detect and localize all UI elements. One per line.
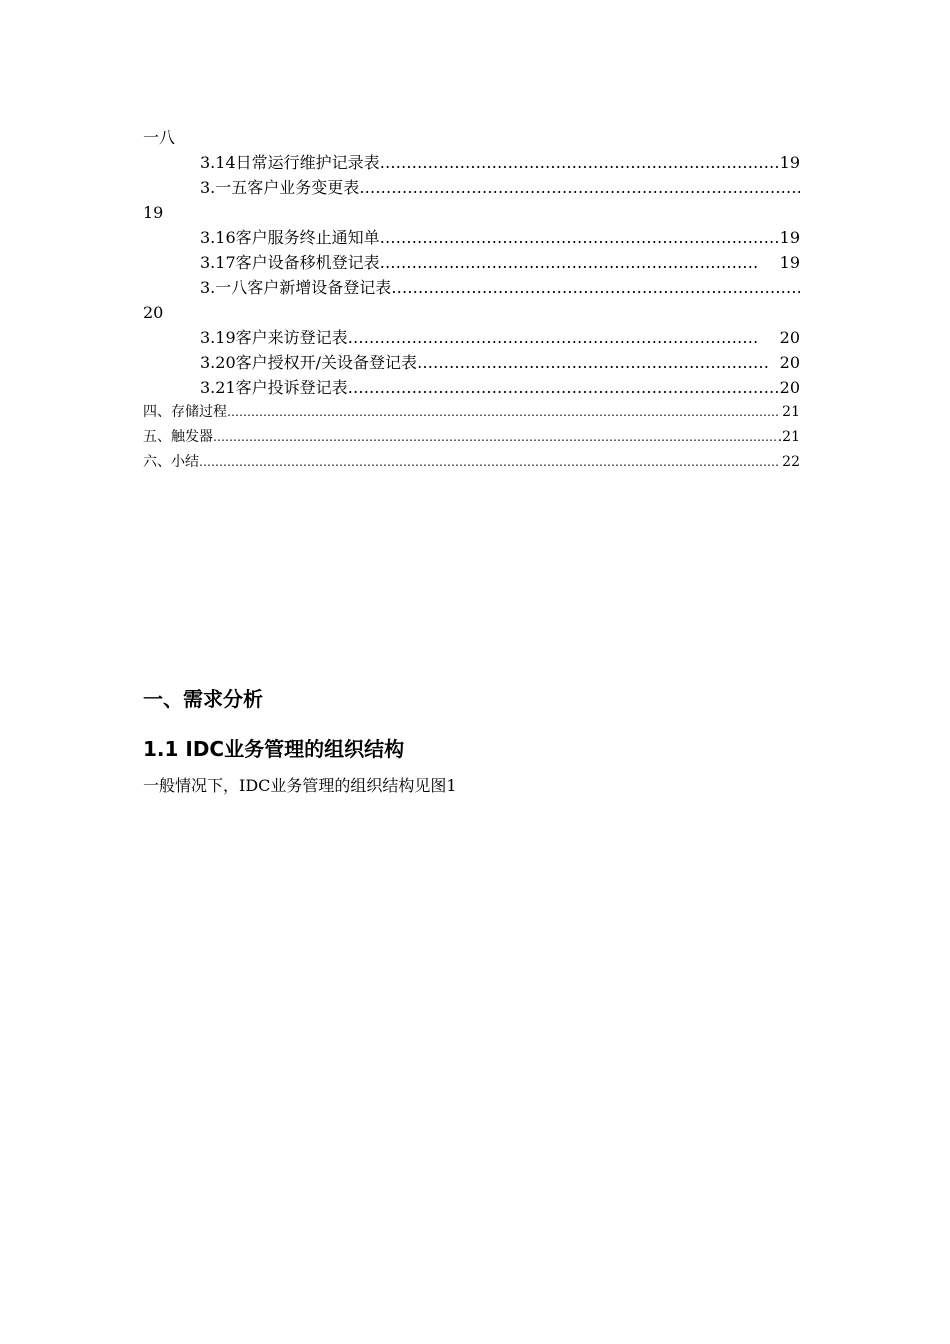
toc-entry-label: 3.21客户投诉登记表 xyxy=(200,378,348,397)
toc-entry[interactable] xyxy=(200,278,800,298)
toc-entry[interactable] xyxy=(200,253,800,273)
toc-entry-label: 3.一八客户新增设备登记表 xyxy=(200,278,392,297)
body-paragraph: 一般情况下，IDC业务管理的组织结构见图1 xyxy=(143,776,457,795)
toc-entry-label: 3.16客户服务终止通知单 xyxy=(200,228,380,247)
toc-wrapped-page: 19 xyxy=(143,203,164,222)
toc-carry-line: 一八 xyxy=(143,128,176,147)
toc-entry[interactable] xyxy=(200,153,800,173)
toc-entry-page: 19 xyxy=(779,153,800,172)
toc-leader xyxy=(348,378,778,398)
toc-leader xyxy=(199,452,778,472)
toc-leader xyxy=(213,427,778,447)
toc-entry-page: 19 xyxy=(779,253,800,272)
toc-section[interactable] xyxy=(143,402,800,422)
toc-section-label: 四、存储过程 xyxy=(143,404,227,420)
toc-leader xyxy=(380,153,778,173)
toc-entry-label: 3.一五客户业务变更表 xyxy=(200,178,360,197)
toc-entry[interactable] xyxy=(200,328,800,348)
toc-entry-label: 3.20客户授权开/关设备登记表 xyxy=(200,353,418,372)
toc-leader xyxy=(380,228,778,248)
toc-entry-page: 20 xyxy=(779,378,800,397)
toc-section-label: 六、小结 xyxy=(143,454,199,470)
toc-wrapped-page: 20 xyxy=(143,303,164,322)
toc-leader xyxy=(227,402,778,422)
toc-entry[interactable] xyxy=(200,178,800,198)
toc-entry-page: 20 xyxy=(779,328,800,347)
toc-section[interactable] xyxy=(143,427,800,447)
toc-leader xyxy=(380,253,760,273)
toc-leader xyxy=(391,278,800,298)
toc-entry-label: 3.14日常运行维护记录表 xyxy=(200,153,380,172)
toc-leader xyxy=(417,353,770,373)
toc-entry-label: 3.19客户来访登记表 xyxy=(200,328,348,347)
section-heading: 一、需求分析 xyxy=(143,687,263,711)
toc-entry-label: 3.17客户设备移机登记表 xyxy=(200,253,380,272)
subsection-heading: 1.1 IDC业务管理的组织结构 xyxy=(143,737,405,761)
toc-leader xyxy=(348,328,760,348)
toc-section-page: .21 xyxy=(777,429,800,445)
toc-section-page: 21 xyxy=(782,404,800,420)
toc-entry[interactable] xyxy=(200,378,800,398)
toc-entry[interactable] xyxy=(200,228,800,248)
toc-leader xyxy=(359,178,800,198)
toc-section[interactable] xyxy=(143,452,800,472)
toc-section-label: 五、触发器 xyxy=(143,429,213,445)
toc-section-page: 22 xyxy=(782,454,800,470)
toc-entry[interactable] xyxy=(200,353,800,373)
toc-entry-page: 19 xyxy=(779,228,800,247)
toc-entry-page: 20 xyxy=(779,353,800,372)
